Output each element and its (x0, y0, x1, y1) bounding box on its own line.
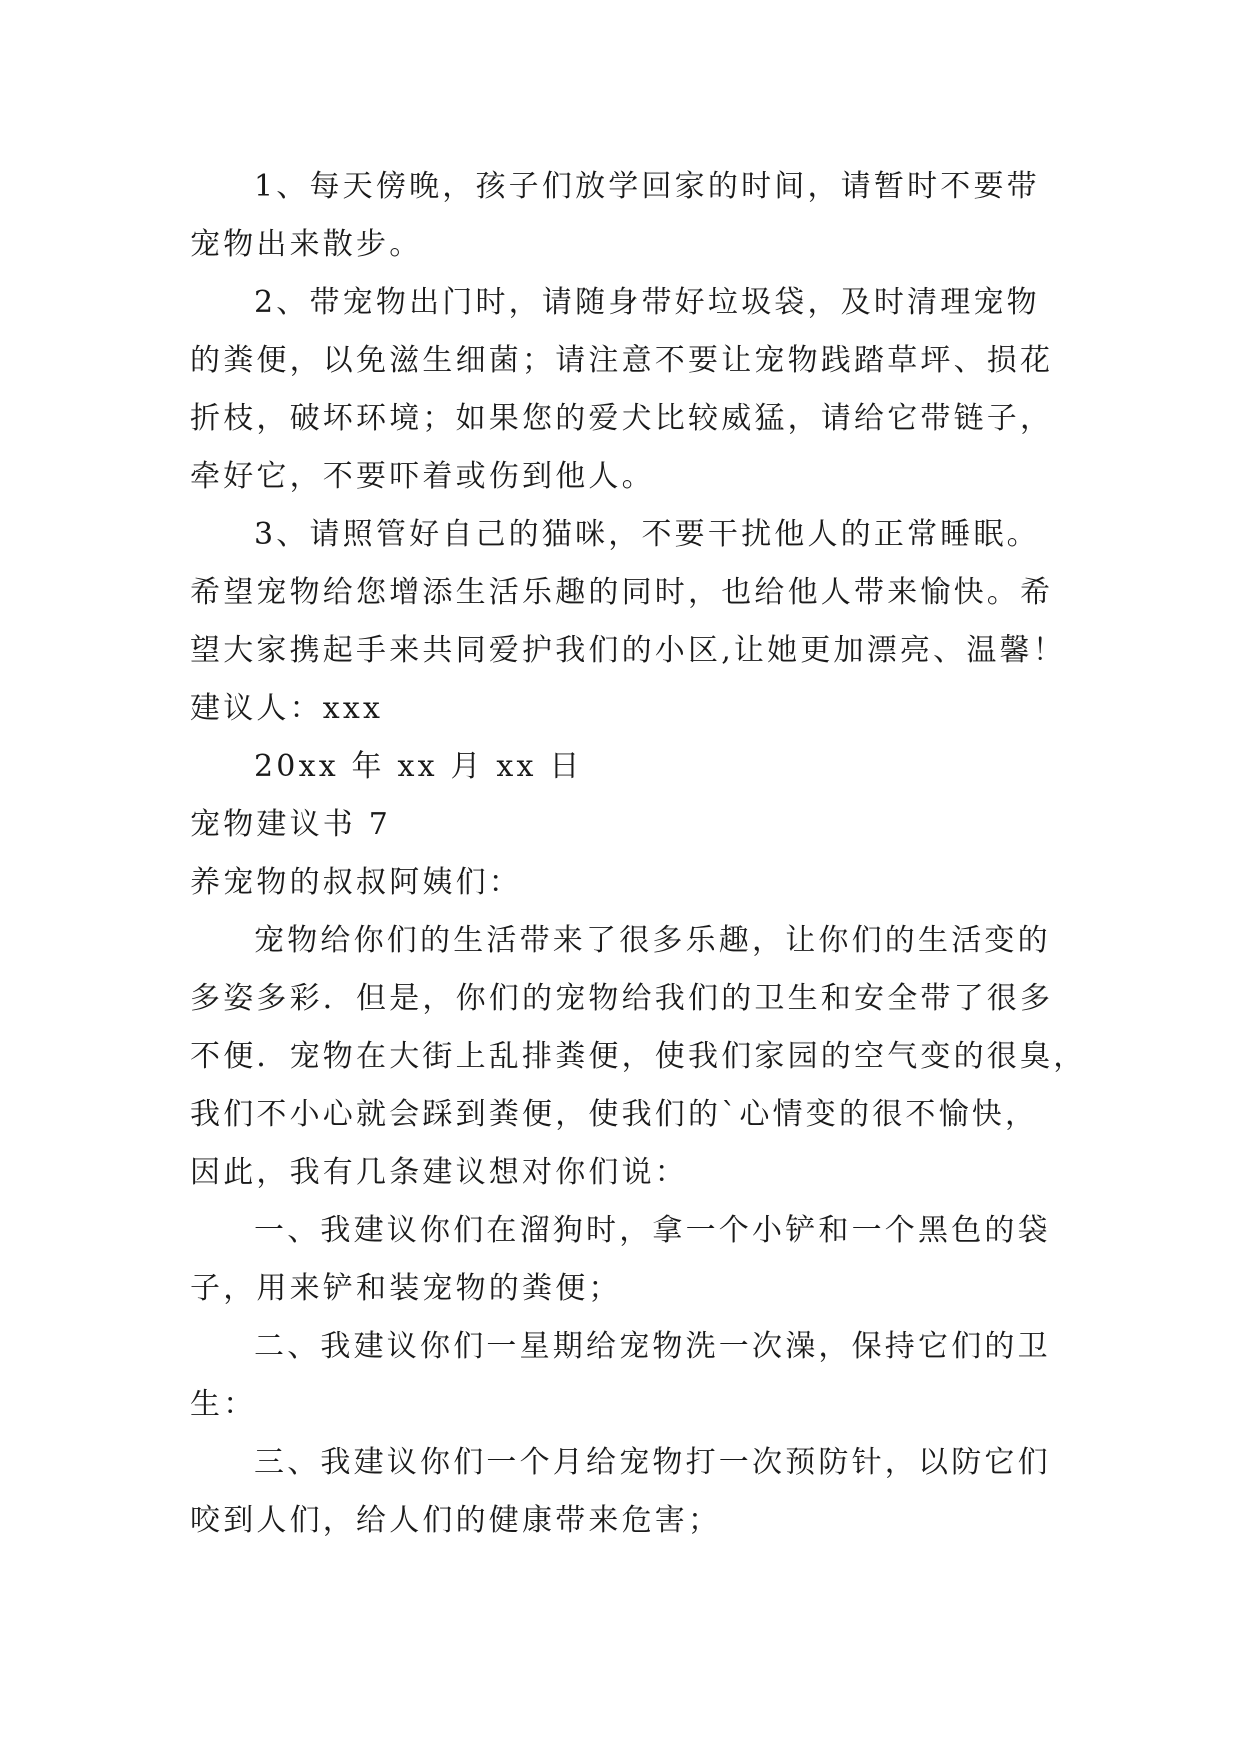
text-line: 牵好它，不要吓着或伤到他人。 (190, 459, 655, 494)
text-line: 生： (190, 1387, 257, 1422)
text-line: 因此，我有几条建议想对你们说： (190, 1155, 688, 1190)
text-line: 折枝，破坏环境；如果您的爱犬比较威猛，请给它带链子， (190, 401, 1054, 436)
text-line: 2、带宠物出门时，请随身带好垃圾袋，及时清理宠物 (254, 285, 1040, 320)
signer-line: 建议人：xxx (190, 691, 384, 726)
text-line: 希望宠物给您增添生活乐趣的同时，也给他人带来愉快。希 (190, 575, 1054, 610)
text-line: 我们不小心就会踩到粪便，使我们的`心情变的很不愉快， (190, 1097, 1039, 1132)
text-line: 的粪便，以免滋生细菌；请注意不要让宠物践踏草坪、损花 (190, 343, 1054, 378)
text-line: 1、每天傍晚，孩子们放学回家的时间，请暂时不要带 (254, 169, 1040, 204)
date-line: 20xx 年 xx 月 xx 日 (254, 749, 583, 784)
salutation: 养宠物的叔叔阿姨们： (190, 865, 522, 900)
text-line: 3、请照管好自己的猫咪，不要干扰他人的正常睡眠。 (254, 517, 1040, 552)
text-line: 宠物出来散步。 (190, 227, 423, 262)
text-line: 子，用来铲和装宠物的粪便； (190, 1271, 622, 1306)
text-line: 一、我建议你们在溜狗时，拿一个小铲和一个黑色的袋 (254, 1213, 1051, 1248)
text-line: 望大家携起手来共同爱护我们的小区,让她更加漂亮、温馨！ (190, 633, 1066, 668)
text-line: 咬到人们，给人们的健康带来危害； (190, 1503, 722, 1538)
document-page (190, 158, 1087, 1550)
text-line: 三、我建议你们一个月给宠物打一次预防针，以防它们 (254, 1445, 1051, 1480)
section-title: 宠物建议书 7 (190, 807, 392, 842)
text-line: 宠物给你们的生活带来了很多乐趣，让你们的生活变的 (254, 923, 1051, 958)
text-line: 多姿多彩．但是，你们的宠物给我们的卫生和安全带了很多 (190, 981, 1054, 1016)
text-line: 不便．宠物在大街上乱排粪便，使我们家园的空气变的很臭， (190, 1039, 1087, 1074)
text-line: 二、我建议你们一星期给宠物洗一次澡，保持它们的卫 (254, 1329, 1051, 1364)
